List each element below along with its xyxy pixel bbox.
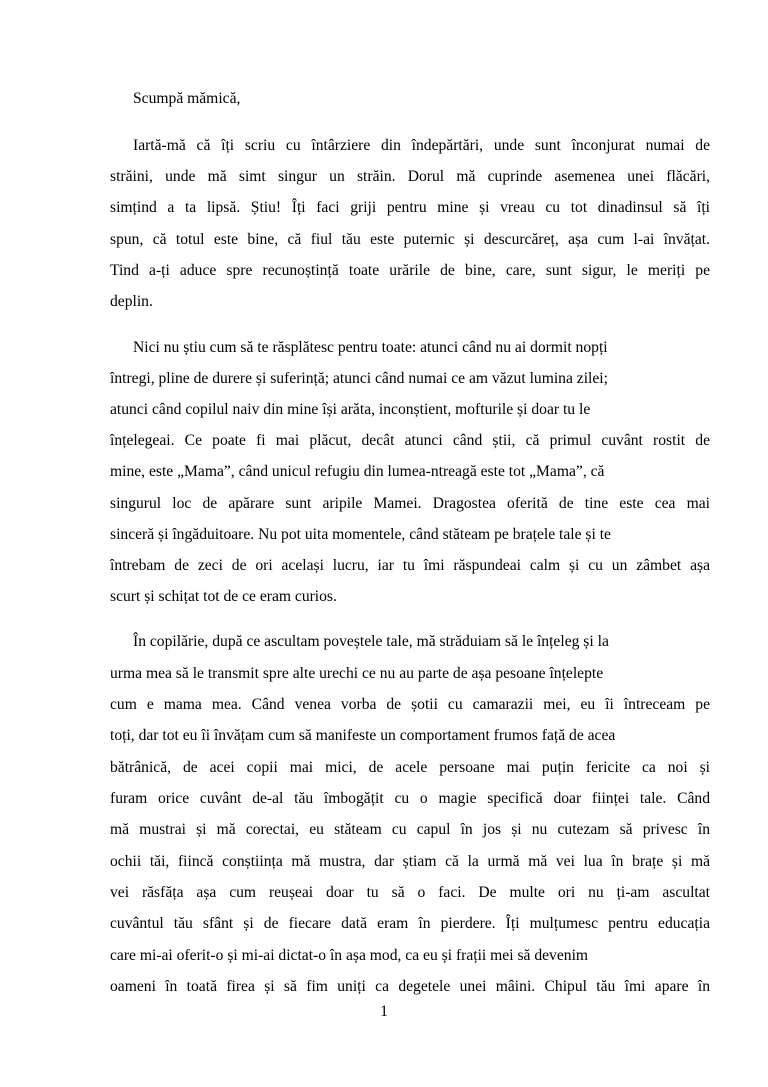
paragraph-2-line-8: întrebam de zeci de ori același lucru, iar tu îmi răspundeai calm și cu un zâmbet așa bbox=[110, 557, 710, 574]
paragraph-1-line-5: Tind a-ți aduce spre recunoștință toate urările de bine, care, sunt sigur, le meriți pe bbox=[110, 262, 710, 279]
paragraph-1-line-2: străini, unde mă simt singur un străin. Dorul mă cuprinde asemenea unei flăcări, bbox=[110, 168, 710, 185]
paragraph-2-line-4: înțelegeai. Ce poate fi mai plăcut, decât atunci când știi, că primul cuvânt rostit de bbox=[110, 432, 710, 449]
paragraph-3-line-10: cuvântul tău sfânt și de fiecare dată eram în pierdere. Îți mulțumesc pentru educația bbox=[110, 915, 710, 932]
paragraph-3-line-4: toți, dar tot eu îi învățam cum să manifeste un comportament frumos față de acea bbox=[110, 727, 616, 744]
paragraph-3-line-11: care mi-ai oferit-o și mi-ai dictat-o în așa mod, ca eu și frații mei să devenim bbox=[110, 947, 589, 964]
paragraph-2-line-9: scurt și schițat tot de ce eram curios. bbox=[110, 588, 337, 605]
page-number: 1 bbox=[380, 1003, 388, 1020]
paragraph-1-line-1: Iartă-mă că îți scriu cu întârziere din îndepărtări, unde sunt înconjurat numai de bbox=[133, 137, 710, 154]
paragraph-3-line-9: vei răsfăța așa cum reușeai doar tu să o faci. De multe ori nu ți-am ascultat bbox=[110, 884, 710, 901]
paragraph-3-line-6: furam orice cuvânt de-al tău îmbogățit cu o magie specifică doar ființei tale. Când bbox=[110, 790, 710, 807]
paragraph-3-line-3: cum e mama mea. Când venea vorba de șotii cu camarazii mei, eu îi întreceam pe bbox=[110, 696, 710, 713]
salutation: Scumpă mămică, bbox=[133, 90, 241, 107]
paragraph-3-line-5: bătrânică, de acei copii mai mici, de acele persoane mai puțin fericite ca noi și bbox=[110, 759, 710, 776]
paragraph-3-line-2: urma mea să le transmit spre alte urechi ce nu au parte de așa pesoane înțelepte bbox=[110, 665, 604, 682]
paragraph-2-line-3: atunci când copilul naiv din mine își arăta, inconștient, mofturile și doar tu le bbox=[110, 401, 591, 418]
paragraph-2-line-5: mine, este „Mama”, când unicul refugiu din lumea-ntreagă este tot „Mama”, că bbox=[110, 463, 605, 480]
paragraph-3-line-12: oameni în toată firea și să fim uniți ca degetele unei mâini. Chipul tău îmi apare în bbox=[110, 978, 710, 995]
paragraph-1-line-3: simțind a ta lipsă. Știu! Îți faci griji pentru mine și vreau cu tot dinadinsul să îți bbox=[110, 199, 710, 216]
paragraph-3-line-8: ochii tăi, fiincă conștiința mă mustra, dar știam că la urmă mă vei lua în brațe și mă bbox=[110, 853, 710, 870]
paragraph-3-line-1: În copilărie, după ce ascultam poveștele tale, mă străduiam să le înțeleg și la bbox=[133, 633, 609, 650]
paragraph-1-line-4: spun, că totul este bine, că fiul tău este puternic și descurcăreț, așa cum l-ai învățat. bbox=[110, 231, 710, 248]
paragraph-2-line-2: întregi, pline de durere și suferință; atunci când numai ce am văzut lumina zilei; bbox=[110, 370, 608, 387]
paragraph-2-line-7: sinceră și îngăduitoare. Nu pot uita momentele, când stăteam pe brațele tale și te bbox=[110, 526, 611, 543]
paragraph-2-line-6: singurul loc de apărare sunt aripile Mamei. Dragostea oferită de tine este cea mai bbox=[110, 495, 710, 512]
paragraph-1-line-6: deplin. bbox=[110, 293, 153, 310]
paragraph-2-line-1: Nici nu știu cum să te răsplătesc pentru toate: atunci când nu ai dormit nopți bbox=[133, 339, 608, 356]
paragraph-3-line-7: mă mustrai și mă corectai, eu stăteam cu capul în jos și nu cutezam să privesc în bbox=[110, 821, 710, 838]
